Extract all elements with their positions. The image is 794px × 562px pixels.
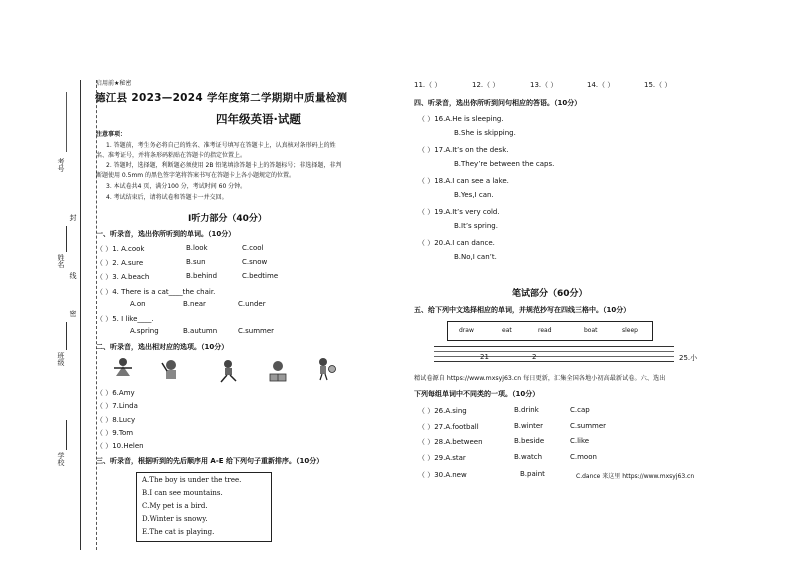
notice-item: 1. 答题前，考生务必将自己的姓名、准考证号填写在答题卡上，认真核对条形码上的姓 bbox=[106, 142, 336, 149]
notice-item: 4. 考试结束后，请将试卷和答题卡一并交回。 bbox=[106, 194, 228, 201]
answer-14: 14.（ ） bbox=[587, 81, 615, 89]
q7: （ ）7.Linda bbox=[96, 402, 138, 410]
q27-option-c: C.summer bbox=[570, 422, 607, 430]
word-bank-sleep: sleep bbox=[622, 327, 638, 334]
word-bank-eat: eat bbox=[502, 327, 512, 334]
q2-option-c: C.snow bbox=[242, 258, 268, 266]
writing-label-21: 21 bbox=[480, 353, 489, 361]
notice-item: 3. 本试卷共4 页，满分100 分，考试时间 60 分钟。 bbox=[106, 183, 247, 190]
writing-grid-line bbox=[434, 356, 674, 357]
q5: （ ）5. I like____. bbox=[96, 315, 154, 323]
q26-option-b: B.drink bbox=[514, 406, 539, 414]
q4: （ ）4. There is a cat____the chair. bbox=[96, 288, 216, 296]
q17-option-b: B.They’re between the caps. bbox=[454, 160, 555, 168]
sentence-e: E.The cat is playing. bbox=[142, 528, 215, 536]
picture-e-boy-with-lantern bbox=[312, 356, 338, 382]
q3-option-b: B.behind bbox=[186, 272, 218, 280]
margin-kaohao-line bbox=[66, 92, 67, 152]
q5-option-a: A.spring bbox=[130, 327, 159, 335]
q10: （ ）10.Helen bbox=[96, 442, 144, 450]
section4-heading: 四、听录音，选出你所听到问句相应的答语。（10分） bbox=[414, 99, 582, 107]
margin-xuexiao-line bbox=[66, 420, 67, 450]
q28-option-b: B.beside bbox=[514, 437, 545, 445]
notice-item: 名、准考证号，并将条形码粘贴在答题卡的指定位置上。 bbox=[96, 152, 247, 159]
q8: （ ）8.Lucy bbox=[96, 416, 136, 424]
margin-xingming-label: 姓名 bbox=[57, 254, 65, 268]
q30-option-b: B.paint bbox=[520, 470, 545, 478]
q16: （ ）16.A.He is sleeping. bbox=[418, 115, 504, 123]
watermark-text: 精试卷源自 https://www.mxsyj63.cn 每日更新，汇集全国各地小初高最新试卷。六、选出 bbox=[414, 375, 666, 382]
q6: （ ）6.Amy bbox=[96, 389, 135, 397]
margin-xian: 线 bbox=[69, 272, 77, 279]
q27: （ ）27.A.football bbox=[418, 423, 479, 431]
answer-12: 12.（ ） bbox=[472, 81, 500, 89]
word-bank-boat: boat bbox=[584, 327, 598, 334]
q3-option-c: C.bedtime bbox=[242, 272, 279, 280]
section1-heading: 一、听录音，选出你所听到的单词。（10分） bbox=[96, 230, 236, 238]
picture-d-girl-reading bbox=[265, 359, 291, 385]
q29: （ ）29.A.star bbox=[418, 454, 466, 462]
notice-heading: 注意事项： bbox=[96, 131, 127, 138]
section6-heading: 下列每组单词中不同类的一项。（10分） bbox=[414, 390, 540, 398]
q29-option-b: B.watch bbox=[514, 453, 543, 461]
q2-option-b: B.sun bbox=[186, 258, 206, 266]
q2: （ ）2. A.sure bbox=[96, 259, 144, 267]
writing-grid-line bbox=[434, 351, 674, 352]
q5-option-b: B.autumn bbox=[183, 327, 218, 335]
notice-item: 2. 答题时，选择题，利断题必须使用 2B 铅笔填涂答题卡上的答题标号；非选择题，非判 bbox=[106, 162, 342, 169]
q19: （ ）19.A.It’s very cold. bbox=[418, 208, 500, 216]
q1: （ ）1. A.cook bbox=[96, 245, 145, 253]
q5-option-c: C.summer bbox=[238, 327, 275, 335]
margin-xingming-line bbox=[66, 226, 67, 252]
q19-option-b: B.It’s spring. bbox=[454, 222, 498, 230]
margin-mi: 密 bbox=[69, 310, 77, 317]
q16-option-b: B.She is skipping. bbox=[454, 129, 516, 137]
word-bank-read: read bbox=[538, 327, 552, 334]
sentence-a: A.The boy is under the tree. bbox=[142, 476, 242, 484]
q4-option-b: B.near bbox=[183, 300, 206, 308]
writing-label-22: 2 bbox=[532, 353, 537, 361]
sentence-b: B.I can see mountains. bbox=[142, 489, 223, 497]
q20: （ ）20.A.I can dance. bbox=[418, 239, 495, 247]
q17: （ ）17.A.It’s on the desk. bbox=[418, 146, 509, 154]
listening-section-title: Ⅰ听力部分（40分） bbox=[188, 214, 267, 224]
q26-option-c: C.cap bbox=[570, 406, 590, 414]
answer-13: 13.（ ） bbox=[530, 81, 558, 89]
answer-15: 15.（ ） bbox=[644, 81, 672, 89]
writing-grid-line bbox=[434, 361, 674, 362]
confidential-label: 启用前★秘密 bbox=[96, 80, 132, 87]
q29-option-c: C.moon bbox=[570, 453, 597, 461]
exam-title: 德江县 2023—2024 学年度第二学期期中质量检测 bbox=[95, 92, 348, 104]
q9: （ ）9.Tom bbox=[96, 429, 134, 437]
q28-option-c: C.like bbox=[570, 437, 590, 445]
q20-option-b: B.No,I can’t. bbox=[454, 253, 497, 261]
sentence-d: D.Winter is snowy. bbox=[142, 515, 208, 523]
q28: （ ）28.A.between bbox=[418, 438, 483, 446]
notice-item: 断题使用 0.5mm 的黑色签字笔将答案书写在答题卡上各小题规定的位置。 bbox=[96, 172, 296, 179]
exam-subtitle: 四年级英语·试题 bbox=[216, 112, 301, 126]
q27-option-b: B.winter bbox=[514, 422, 544, 430]
word-bank-draw: draw bbox=[459, 327, 474, 334]
picture-c-boy-running bbox=[215, 358, 241, 384]
writing-section-title: 笔试部分（60分） bbox=[512, 289, 588, 299]
q26: （ ）26.A.sing bbox=[418, 407, 467, 415]
q1-option-b: B.look bbox=[186, 244, 208, 252]
writing-grid-line bbox=[434, 346, 674, 347]
writing-label-25: 25.小 bbox=[679, 354, 698, 362]
picture-a-girl-dancing bbox=[110, 356, 136, 382]
q4-option-c: C.under bbox=[238, 300, 266, 308]
q30-option-c: C.dance 来这里 https://www.mxsyj63.cn bbox=[576, 473, 695, 480]
margin-feng: 封 bbox=[69, 214, 77, 221]
q18: （ ）18.A.I can see a lake. bbox=[418, 177, 509, 185]
q3: （ ）3. A.beach bbox=[96, 273, 150, 281]
q30: （ ）30.A.new bbox=[418, 471, 467, 479]
margin-banji-line bbox=[66, 322, 67, 350]
q18-option-b: B.Yes,I can. bbox=[454, 191, 494, 199]
margin-kaohao-label: 考号 bbox=[57, 158, 65, 172]
answer-11: 11.（ ） bbox=[414, 81, 442, 89]
picture-b-boy-waving bbox=[158, 357, 184, 383]
section2-heading: 二、听录音，选出相对应的选项。（10分） bbox=[96, 343, 229, 351]
margin-banji-label: 班级 bbox=[57, 352, 65, 366]
binding-line-outer bbox=[80, 80, 81, 550]
q1-option-c: C.cool bbox=[242, 244, 264, 252]
section5-heading: 五、给下列中文选择相应的单词，并规范抄写在四线三格中。（10分） bbox=[414, 306, 631, 314]
sentence-c: C.My pet is a bird. bbox=[142, 502, 208, 510]
q4-option-a: A.on bbox=[130, 300, 146, 308]
margin-xuexiao-label: 学校 bbox=[57, 452, 65, 466]
section3-heading: 三、听录音，根据听到的先后顺序用 A-E 给下列句子重新排序。（10分） bbox=[96, 457, 324, 465]
